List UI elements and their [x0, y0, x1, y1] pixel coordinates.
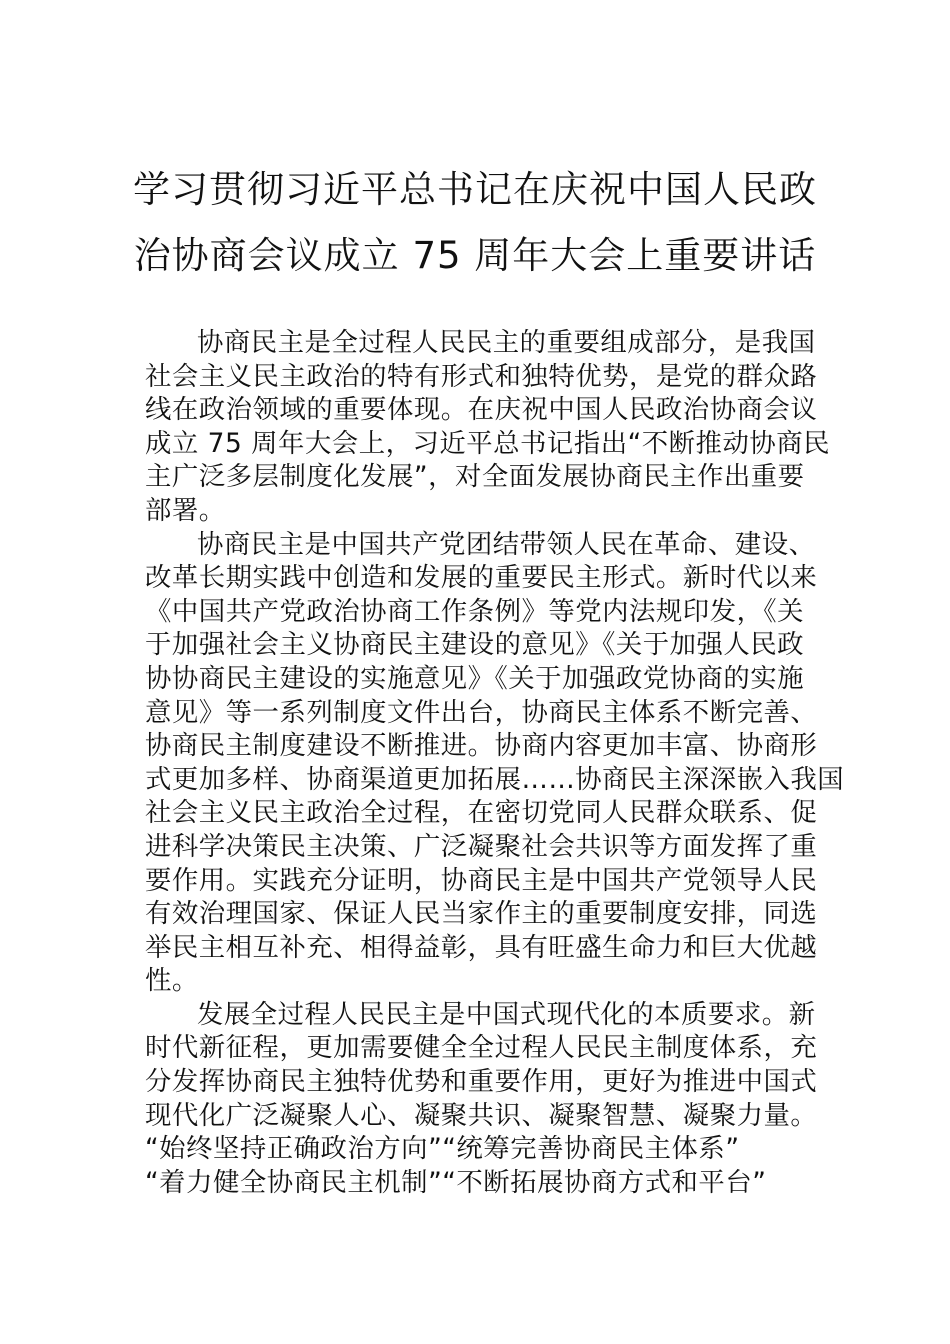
- paragraph-line: 部署。: [145, 494, 226, 526]
- paragraph-line: 要作用。实践充分证明，协商民主是中国共产党领导人民: [145, 864, 818, 896]
- paragraph-line: 协商民主是中国共产党团结带领人民在革命、建设、: [197, 528, 816, 560]
- paragraph-line: 进科学决策民主决策、广泛凝聚社会共识等方面发挥了重: [145, 830, 818, 862]
- paragraph-line: “着力健全协商民主机制”“不断拓展协商方式和平台”: [145, 1166, 767, 1198]
- paragraph-2: [145, 528, 845, 998]
- paragraph-line: 《中国共产党政治协商工作条例》等党内法规印发，《关: [145, 595, 805, 627]
- document-title-line-2: 治协商会议成立 75 周年大会上重要讲话: [133, 234, 817, 277]
- paragraph-line: 主广泛多层制度化发展”，对全面发展协商民主作出重要: [145, 461, 805, 493]
- paragraph-line: 线在政治领域的重要体现。在庆祝中国人民政治协商会议: [145, 394, 818, 426]
- paragraph-line: 发展全过程人民民主是中国式现代化的本质要求。新: [197, 998, 816, 1030]
- document-body: [145, 326, 845, 1199]
- paragraph-line: 性。: [145, 965, 199, 997]
- paragraph-line: 意见》等一系列制度文件出台，协商民主体系不断完善、: [145, 696, 818, 728]
- paragraph-line: “始终坚持正确政治方向”“统筹完善协商民主体系”: [145, 1133, 740, 1165]
- paragraph-line: 时代新征程，更加需要健全全过程人民民主制度体系，充: [145, 1032, 818, 1064]
- paragraph-line: 协商民主是全过程人民民主的重要组成部分，是我国: [197, 327, 816, 358]
- paragraph-line: 社会主义民主政治全过程，在密切党同人民群众联系、促: [145, 797, 818, 829]
- paragraph-line: 协商民主制度建设不断推进。协商内容更加丰富、协商形: [145, 730, 818, 762]
- paragraph-1: [145, 326, 831, 528]
- paragraph-3: [145, 998, 818, 1200]
- paragraph-line: 举民主相互补充、相得益彰，具有旺盛生命力和巨大优越: [145, 931, 818, 963]
- paragraph-line: 现代化广泛凝聚人心、凝聚共识、凝聚智慧、凝聚力量。: [145, 1099, 818, 1131]
- paragraph-line: 分发挥协商民主独特优势和重要作用，更好为推进中国式: [145, 1066, 818, 1098]
- paragraph-line: 改革长期实践中创造和发展的重要民主形式。新时代以来: [145, 562, 818, 594]
- paragraph-line: 协协商民主建设的实施意见》《关于加强政党协商的实施: [145, 662, 805, 694]
- paragraph-line: 成立 75 周年大会上，习近平总书记指出“不断推动协商民: [145, 427, 831, 459]
- paragraph-line: 式更加多样、协商渠道更加拓展……协商民主深深嵌入我国: [145, 763, 845, 795]
- paragraph-line: 于加强社会主义协商民主建设的意见》《关于加强人民政: [145, 629, 805, 661]
- paragraph-line: 社会主义民主政治的特有形式和独特优势，是党的群众路: [145, 360, 818, 392]
- paragraph-line: 有效治理国家、保证人民当家作主的重要制度安排，同选: [145, 898, 818, 930]
- document-title-line-1: 学习贯彻习近平总书记在庆祝中国人民政: [133, 168, 817, 211]
